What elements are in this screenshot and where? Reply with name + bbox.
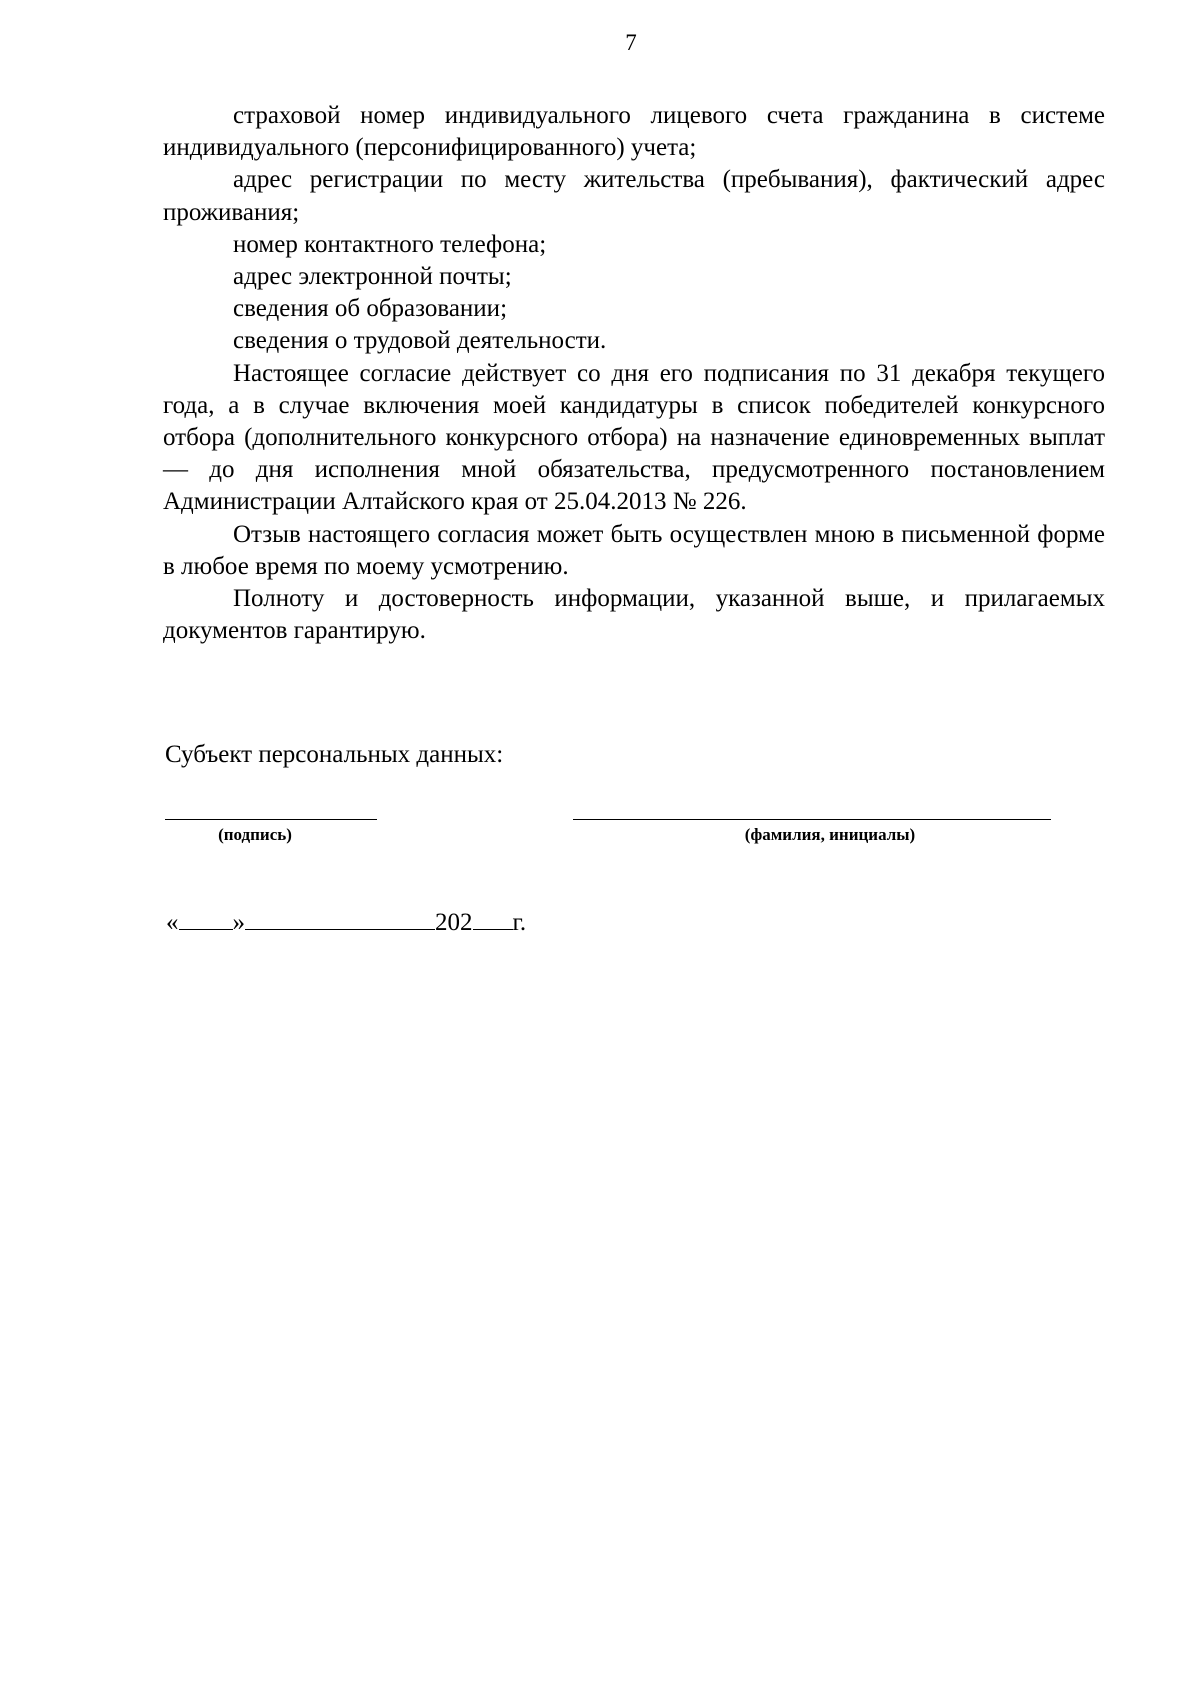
document-body — [163, 100, 1105, 647]
paragraph-address: адрес регистрации по месту жительства (пребывания), фактический адрес проживания; — [163, 166, 1105, 226]
paragraph-phone: номер контактного телефона; — [233, 230, 547, 258]
year-prefix: 202 — [435, 909, 473, 936]
day-blank — [179, 928, 233, 930]
signature-caption: (подпись) — [218, 825, 292, 844]
paragraph-snils: страховой номер индивидуального лицевого счета гражданина в системе индивидуального (персонифицированного) учета; — [163, 102, 1105, 162]
date-line — [166, 909, 526, 937]
paragraph-guarantee: Полноту и достоверность информации, указанной выше, и прилагаемых документов гарантирую. — [163, 585, 1105, 645]
month-blank — [245, 928, 435, 930]
name-line — [573, 819, 1051, 820]
paragraph-education: сведения об образовании; — [233, 295, 508, 323]
paragraph-withdrawal: Отзыв настоящего согласия может быть осуществлен мною в письменной форме в любое время по моему усмотрению. — [163, 520, 1105, 580]
close-quote: » — [232, 909, 245, 936]
paragraph-employment: сведения о трудовой деятельности. — [233, 327, 607, 355]
paragraph-email: адрес электронной почты; — [233, 263, 512, 291]
year-blank — [473, 928, 513, 930]
subject-label: Субъект персональных данных: — [165, 741, 504, 768]
year-suffix: г. — [512, 909, 527, 936]
page-number: 7 — [625, 30, 637, 55]
paragraph-consent-term: Настоящее согласие действует со дня его подписания по 31 декабря текущего года, а в случае включения моей кандидатуры в список победителей конкурсного отбора (дополнительного конкурсного отбора) на назначение единовременных выплат — до дня исполнения мной обязательства, предусмотренного постановлением Администрации Алтайского края от 25.04.2013 № 226. — [163, 359, 1105, 516]
name-caption: (фамилия, инициалы) — [744, 825, 916, 844]
open-quote: « — [166, 909, 179, 936]
signature-line — [165, 819, 377, 820]
